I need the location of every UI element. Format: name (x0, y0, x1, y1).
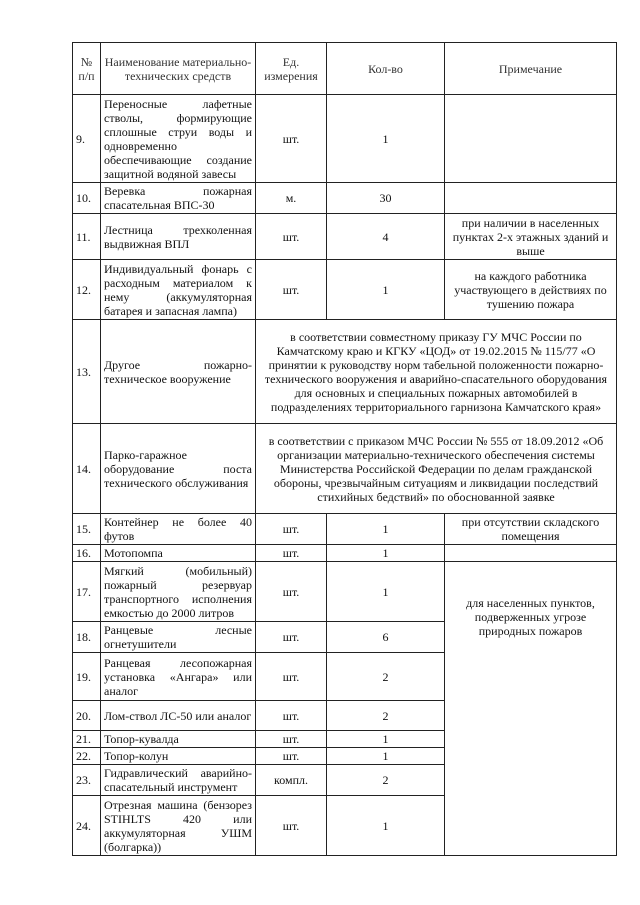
row-number: 9. (73, 95, 101, 183)
row-number: 20. (73, 701, 101, 731)
item-unit: шт. (256, 562, 327, 622)
row-number: 16. (73, 545, 101, 562)
item-name: Отрезная машина (бензорез STIHLTS 420 или аккумуляторная УШМ (болгарка)) (101, 796, 256, 856)
item-unit: шт. (256, 796, 327, 856)
item-qty: 1 (327, 562, 445, 622)
row-number: 23. (73, 765, 101, 796)
item-unit: шт. (256, 214, 327, 260)
col-note: Примечание (445, 43, 617, 95)
item-name: Лестница трехколенная выдвижная ВПЛ (101, 214, 256, 260)
col-qty: Кол-во (327, 43, 445, 95)
item-name: Переносные лафетные стволы, формирующие сплошные струи воды и одновременно обеспечивающие создание защитной водяной завесы (101, 95, 256, 183)
item-note: при отсутствии складского помещения (445, 514, 617, 545)
item-name: Лом-ствол ЛС-50 или аналог (101, 701, 256, 731)
row-number: 22. (73, 748, 101, 765)
table-row (73, 320, 617, 424)
item-name: Контейнер не более 40 футов (101, 514, 256, 545)
table-row (73, 562, 617, 622)
item-qty: 2 (327, 765, 445, 796)
item-qty: 1 (327, 514, 445, 545)
table-row (73, 545, 617, 562)
item-name: Парко-гаражное оборудование поста технического обслуживания (101, 424, 256, 514)
item-name: Ранцевая лесопожарная установка «Ангара» или аналог (101, 653, 256, 701)
item-name: Ранцевые лесные огнетушители (101, 622, 256, 653)
item-qty: 1 (327, 95, 445, 183)
item-note: на каждого работника участвующего в действиях по тушению пожара (445, 260, 617, 320)
item-note (445, 183, 617, 214)
materials-table (72, 42, 617, 856)
item-unit: шт. (256, 731, 327, 748)
regulation-reference: в соответствии совместному приказу ГУ МЧС России по Камчатскому краю и КГКУ «ЦОД» от 19.02.2015 № 115/77 «О принятии к руководству норм табельной положенности пожарно-технического вооружения и аварийно-спасательного оборудования для основных и специальных пожарных автомобилей в подразделениях территориального гарнизона Камчатского края» (256, 320, 617, 424)
item-unit: шт. (256, 514, 327, 545)
item-unit: шт. (256, 701, 327, 731)
row-number: 17. (73, 562, 101, 622)
item-unit: шт. (256, 748, 327, 765)
item-qty: 30 (327, 183, 445, 214)
item-qty: 4 (327, 214, 445, 260)
item-qty: 1 (327, 731, 445, 748)
item-unit: шт. (256, 95, 327, 183)
item-name: Индивидуальный фонарь с расходным материалом к нему (аккумуляторная батарея и запасная лампа) (101, 260, 256, 320)
table-row (73, 424, 617, 514)
row-number: 18. (73, 622, 101, 653)
table-row (73, 260, 617, 320)
col-unit: Ед. измерения (256, 43, 327, 95)
row-number: 11. (73, 214, 101, 260)
item-note (445, 545, 617, 562)
row-number: 10. (73, 183, 101, 214)
group-note: для населенных пунктов, подверженных угрозе природных пожаров (445, 562, 617, 856)
table-row (73, 95, 617, 183)
row-number: 12. (73, 260, 101, 320)
item-unit: шт. (256, 260, 327, 320)
row-number: 15. (73, 514, 101, 545)
item-name: Мягкий (мобильный) пожарный резервуар транспортного исполнения емкостью до 2000 литров (101, 562, 256, 622)
row-number: 14. (73, 424, 101, 514)
item-qty: 1 (327, 796, 445, 856)
item-unit: компл. (256, 765, 327, 796)
row-number: 24. (73, 796, 101, 856)
row-number: 13. (73, 320, 101, 424)
item-qty: 1 (327, 545, 445, 562)
item-name: Топор-колун (101, 748, 256, 765)
item-qty: 1 (327, 748, 445, 765)
table-row (73, 214, 617, 260)
item-name: Веревка пожарная спасательная ВПС-30 (101, 183, 256, 214)
item-name: Гидравлический аварийно-спасательный инструмент (101, 765, 256, 796)
col-num: № п/п (73, 43, 101, 95)
col-name: Наименование материально-технических средств (101, 43, 256, 95)
item-unit: шт. (256, 545, 327, 562)
item-note: при наличии в населенных пунктах 2-х этажных зданий и выше (445, 214, 617, 260)
row-number: 19. (73, 653, 101, 701)
item-unit: шт. (256, 622, 327, 653)
table-row (73, 183, 617, 214)
item-unit: м. (256, 183, 327, 214)
item-qty: 1 (327, 260, 445, 320)
item-name: Топор-кувалда (101, 731, 256, 748)
item-unit: шт. (256, 653, 327, 701)
table-header (73, 43, 617, 95)
item-qty: 2 (327, 701, 445, 731)
table-row (73, 514, 617, 545)
item-qty: 6 (327, 622, 445, 653)
regulation-reference: в соответствии с приказом МЧС России № 555 от 18.09.2012 «Об организации материально-технического обеспечения системы Министерства Российской Федерации по делам гражданской обороны, чрезвычайным ситуациям и ликвидации последствий стихийных бедствий» по обоснованной заявке (256, 424, 617, 514)
row-number: 21. (73, 731, 101, 748)
item-note (445, 95, 617, 183)
item-name: Другое пожарно-техническое вооружение (101, 320, 256, 424)
item-name: Мотопомпа (101, 545, 256, 562)
item-qty: 2 (327, 653, 445, 701)
